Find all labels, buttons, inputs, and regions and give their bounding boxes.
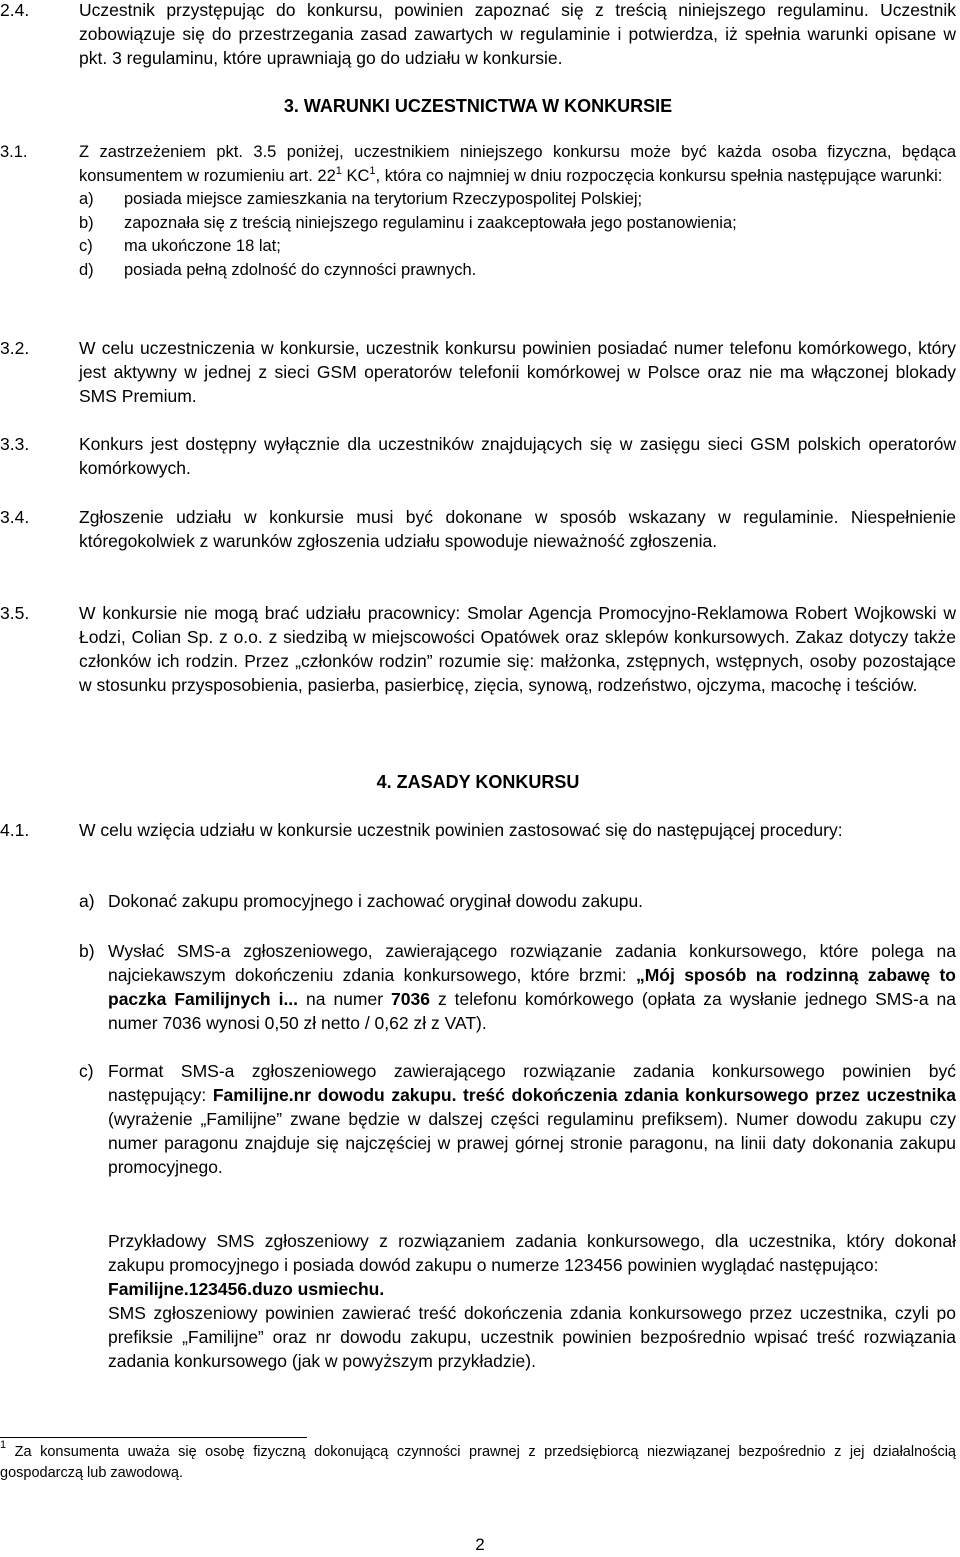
- section-text: W celu wzięcia udziału w konkursie uczestnik powinien zastosować się do następującej procedury:: [79, 820, 843, 840]
- heading-section-4: 4. ZASADY KONKURSU: [376, 772, 580, 792]
- section-text: Z zastrzeżeniem pkt. 3.5 poniżej, uczestnikiem niniejszego konkursu może być każda osoba fizyczna, będąca konsumentem w rozumieniu art. $22^1$ $KC^1$, która co najmniej w dniu rozpoczęcia konkursu spełnia następujące warunki:: [79, 143, 956, 185]
- section-number: 3.4.: [0, 507, 30, 527]
- footnote: $^1$ Za konsumenta uważa się osobę fizyczną dokonującą czynności prawnej z przedsiębiorcą niezwiązanej bezpośrednio z jej działalnością gospodarczą lub zawodową.: [0, 1439, 956, 1481]
- section-number: 4.1.: [0, 820, 30, 840]
- footnote-separator: [0, 1437, 307, 1438]
- example-intro: Przykładowy SMS zgłoszeniowy z rozwiązaniem zadania konkursowego, dla uczestnika, który dokonał zakupu promocyjnego i posiada dowód zakupu o numerze 123456 powinien wyglądać następująco:: [108, 1231, 956, 1275]
- list-item: c) ma ukończone 18 lat;: [79, 237, 281, 255]
- procedure-step-a: a) Dokonać zakupu promocyjnego i zachować oryginał dowodu zakupu.: [79, 891, 644, 911]
- footnote-ref: 1: [335, 164, 342, 177]
- section-number: 2.4.: [0, 0, 30, 20]
- section-number: 3.1.: [0, 143, 28, 161]
- section-2-4: [0, 0, 956, 70]
- example-block: [79, 1229, 956, 1373]
- list-item: a) posiada miejsce zamieszkania na terytorium Rzeczypospolitej Polskiej;: [79, 190, 643, 208]
- sms-number: 7036: [391, 989, 430, 1009]
- section-text: Konkurs jest dostępny wyłącznie dla uczestników znajdujących się w zasięgu sieci GSM polskich operatorów komórkowych.: [79, 434, 956, 478]
- section-3-5: [0, 601, 956, 697]
- section-text: W celu uczestniczenia w konkursie, uczestnik konkursu powinien posiadać numer telefonu komórkowego, który jest aktywny w jednej z sieci GSM operatorów telefonii komórkowej w Polsce oraz nie ma włączonej blokady SMS Premium.: [79, 338, 956, 406]
- procedure-step-b: b) Wysłać SMS-a zgłoszeniowego, zawierającego rozwiązanie zadania konkursowego, które polega na najciekawszym dokończeniu zdania konkursowego, które brzmi: „Mój sposób na rodzinną zabawę to paczka Familijnych i... na numer 7036 z telefonu komórkowego (opłata za wysłanie jednego SMS-a na numer 7036 wynosi 0,50 zł netto / 0,62 zł z VAT).: [79, 941, 957, 1033]
- page-number: 2: [475, 1535, 485, 1554]
- section-3-3: [0, 432, 956, 480]
- example-after: SMS zgłoszeniowy powinien zawierać treść dokończenia zdania konkursowego przez uczestnika, czyli po prefiksie „Familijne” oraz nr dowodu zakupu, uczestnik powinien bezpośrednio wpisać treść rozwiązania zadania konkursowego (jak w powyższym przykładzie).: [108, 1303, 956, 1371]
- section-number: 3.3.: [0, 434, 30, 454]
- section-text: W konkursie nie mogą brać udziału pracownicy: Smolar Agencja Promocyjno-Reklamowa Robert Wojkowski w Łodzi, Colian Sp. z o.o. z siedzibą w miejscowości Opatówek oraz sklepów konkursowych. Zakaz dotyczy także członków ich rodzin. Przez „członków rodzin” rozumie się: małżonka, zstępnych, wstępnych, osoby pozostające w stosunku przysposobienia, pasierba, pasierbicę, zięcia, synową, rodzeństwo, ojczyma, macochę i teściów.: [79, 603, 956, 695]
- procedure-step-c: c) Format SMS-a zgłoszeniowego zawierającego rozwiązanie zadania konkursowego powinien być następujący: Familijne.nr dowodu zakupu. treść dokończenia zdania konkursowego przez uczestnika (wyrażenie „Familijne” zwane będzie w dalszej części regulaminu prefiksem). Numer dowodu zakupu czy numer paragonu znajduje się najczęściej w prawej górnej stronie paragonu, na linii daty dokonania zakupu promocyjnego.: [79, 1061, 957, 1177]
- section-number: 3.5.: [0, 603, 30, 623]
- footnote-ref: 1: [369, 164, 376, 177]
- sms-format: Familijne.nr dowodu zakupu. treść dokończenia zdania konkursowego przez uczestnika: [212, 1085, 957, 1105]
- section-text: Uczestnik przystępując do konkursu, powinien zapoznać się z treścią niniejszego regulaminu. Uczestnik zobowiązuje się do przestrzegania zasad zawartych w regulaminie i potwierdza, iż spełnia warunki opisane w pkt. 3 regulaminu, które uprawniają go do udziału w konkursie.: [79, 0, 956, 68]
- section-3-4: [0, 505, 956, 553]
- example-sms: Familijne.123456.duzo usmiechu.: [108, 1279, 385, 1299]
- section-body: [79, 141, 956, 282]
- section-3-2: [0, 336, 956, 408]
- list-item: d) posiada pełną zdolność do czynności prawnych.: [79, 260, 477, 279]
- contest-sentence: „Mój sposób na rodzinną zabawę to paczka Familijnych i...: [108, 965, 956, 1009]
- list-item: b) zapoznała się z treścią niniejszego regulaminu i zaakceptowała jego postanowienia;: [79, 213, 737, 232]
- section-text: Zgłoszenie udziału w konkursie musi być dokonane w sposób wskazany w regulaminie. Niespełnienie któregokolwiek z warunków zgłoszenia udziału spowoduje nieważność zgłoszenia.: [79, 507, 956, 551]
- section-number: 3.2.: [0, 338, 30, 358]
- heading-section-3: 3. WARUNKI UCZESTNICTWA W KONKURSIE: [283, 96, 673, 116]
- section-3-1: [0, 141, 956, 282]
- section-4-1: [0, 818, 956, 842]
